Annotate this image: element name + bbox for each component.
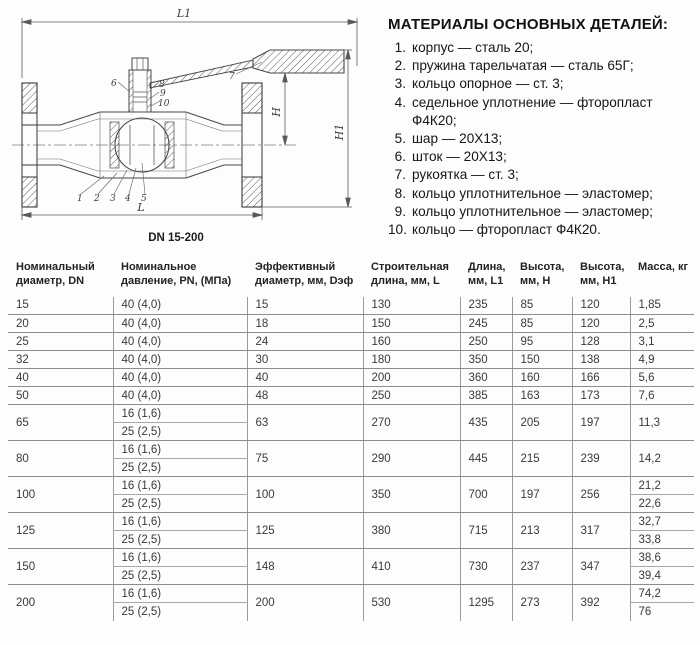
- table-cell: 25 (2,5): [113, 495, 247, 513]
- materials-item: [388, 203, 690, 221]
- table-cell: 22,6: [630, 495, 694, 513]
- table-cell: 200: [16, 596, 36, 609]
- dimension-h: [283, 73, 288, 145]
- table-cell: 380: [363, 513, 460, 549]
- table-cell: 125: [247, 513, 363, 549]
- table-cell: 138: [572, 351, 630, 369]
- materials-item-number: 7.: [394, 167, 406, 183]
- table-cell: 3,1: [630, 333, 694, 351]
- table-cell: 410: [363, 549, 460, 585]
- materials-item-text: кольцо уплотнительное — эластомер;: [412, 185, 653, 201]
- materials-item-text: рукоятка — ст. 3;: [412, 167, 519, 183]
- table-cell: 180: [363, 351, 460, 369]
- table-cell: 700: [460, 477, 512, 513]
- table-row: [8, 315, 694, 333]
- table-row: [8, 351, 694, 369]
- table-cell: 350: [363, 477, 460, 513]
- materials-item-text: кольцо — фторопласт Ф4К20.: [412, 222, 601, 238]
- table-header-cell: Строительная длина, мм, L: [371, 261, 449, 288]
- table-cell: 15: [247, 297, 363, 315]
- table-cell: 25: [8, 333, 113, 351]
- table-header-cell: Номинальное давление, PN, (МПа): [121, 261, 232, 288]
- drawing-caption: DN 15-200: [148, 232, 204, 244]
- materials-item-number: 10.: [388, 222, 407, 238]
- materials-item-text: кольцо уплотнительное — эластомер;: [412, 203, 653, 219]
- table-cell: 173: [572, 387, 630, 405]
- table-cell: 715: [460, 513, 512, 549]
- callout-7: 7: [229, 72, 235, 82]
- table-header-cell: Эффективный диаметр, мм, Dэф: [255, 261, 354, 288]
- dim-label-l1: L1: [176, 7, 192, 20]
- table-row: [8, 405, 694, 423]
- materials-item: [388, 130, 690, 148]
- table-cell: 20: [8, 315, 113, 333]
- table-cell: 1295: [460, 585, 512, 621]
- table-cell: 235: [460, 297, 512, 315]
- table-cell: 385: [460, 387, 512, 405]
- materials-item: [388, 148, 690, 166]
- materials-item-number: 4.: [394, 94, 406, 110]
- table-row: [8, 477, 694, 495]
- table-row: [8, 369, 694, 387]
- table-cell: 16 (1,6): [113, 549, 247, 567]
- table-cell: 1,85: [630, 297, 694, 315]
- table-cell: 270: [363, 405, 460, 441]
- materials-item-text: корпус — сталь 20;: [412, 40, 534, 55]
- callout-1: 1: [77, 194, 83, 204]
- table-cell: 32: [8, 351, 113, 369]
- table-cell: 160: [363, 333, 460, 351]
- table-cell: 16 (1,6): [113, 405, 247, 423]
- table-cell: 100: [247, 477, 363, 513]
- table-cell: 213: [512, 513, 572, 549]
- table-cell: 85: [512, 315, 572, 333]
- table-cell: 21,2: [630, 477, 694, 495]
- table-cell: 7,6: [630, 387, 694, 405]
- table-cell: 24: [247, 333, 363, 351]
- dim-label-h1: H1: [333, 123, 346, 141]
- spec-table-header-row: [8, 258, 694, 297]
- materials-item-number: 8.: [394, 185, 406, 201]
- table-header-cell: Высота, мм, Н: [520, 261, 565, 288]
- table-cell: 40 (4,0): [113, 315, 247, 333]
- spec-table-body: [8, 297, 694, 621]
- table-cell: 150: [512, 351, 572, 369]
- table-cell: 48: [247, 387, 363, 405]
- materials-item-text: седельное уплотнение — фторопласт Ф4К20;: [412, 94, 653, 128]
- table-cell: 65: [8, 405, 113, 441]
- callout-3: 3: [110, 194, 116, 204]
- materials-item: [388, 57, 690, 75]
- materials-item-number: 6.: [394, 149, 406, 165]
- dim-label-h: H: [270, 107, 283, 117]
- table-cell: 5,6: [630, 369, 694, 387]
- table-cell: 250: [460, 333, 512, 351]
- table-cell: 290: [363, 441, 460, 477]
- table-cell: 85: [512, 297, 572, 315]
- table-cell: 160: [512, 369, 572, 387]
- table-cell: 11,3: [630, 405, 694, 441]
- table-cell: 120: [572, 315, 630, 333]
- table-cell: 205: [512, 405, 572, 441]
- table-cell: 150: [8, 549, 113, 585]
- materials-item-text: шток — 20Х13;: [412, 149, 507, 165]
- table-cell: 25 (2,5): [113, 603, 247, 621]
- materials-item-text: шар — 20Х13;: [412, 131, 503, 147]
- materials-item: [388, 185, 690, 203]
- materials-item: [388, 166, 690, 184]
- table-cell: 40: [247, 369, 363, 387]
- materials-item: [388, 75, 690, 93]
- valve-drawing: [0, 0, 385, 255]
- table-cell: 16 (1,6): [113, 477, 247, 495]
- materials-item-number: 9.: [394, 203, 406, 219]
- materials-item-number: 5.: [394, 131, 406, 147]
- table-cell: 197: [572, 405, 630, 441]
- table-cell: 38,6: [630, 549, 694, 567]
- table-cell: 14,2: [630, 441, 694, 477]
- table-cell: 39,4: [630, 567, 694, 585]
- table-cell: 80: [8, 441, 113, 477]
- table-cell: 25 (2,5): [113, 531, 247, 549]
- table-cell: 128: [572, 333, 630, 351]
- table-cell: 392: [572, 585, 630, 621]
- table-cell: 25 (2,5): [113, 459, 247, 477]
- callout-8: 8: [159, 80, 165, 90]
- table-cell: 530: [363, 585, 460, 621]
- materials-item-number: 2.: [394, 58, 406, 74]
- table-cell: 25 (2,5): [113, 423, 247, 441]
- table-cell: 40 (4,0): [113, 297, 247, 315]
- table-cell: 166: [572, 369, 630, 387]
- table-row: [8, 387, 694, 405]
- materials-item: [388, 221, 690, 239]
- table-row: [8, 333, 694, 351]
- table-header-cell: Длина, мм, L1: [468, 261, 506, 288]
- materials-title: МАТЕРИАЛЫ ОСНОВНЫХ ДЕТАЛЕЙ:: [388, 16, 669, 33]
- materials-section: [388, 16, 690, 239]
- table-cell: 50: [8, 387, 113, 405]
- table-cell: 25 (2,5): [113, 567, 247, 585]
- table-row: [8, 585, 694, 603]
- materials-item-number: 3.: [394, 76, 406, 92]
- table-cell: 76: [630, 603, 694, 621]
- materials-item-text: пружина тарельчатая — сталь 65Г;: [412, 58, 634, 74]
- table-header-cell: Высота, мм, Н1: [580, 261, 625, 288]
- table-cell: 273: [512, 585, 572, 621]
- table-cell: 150: [363, 315, 460, 333]
- table-cell: 15: [8, 297, 113, 315]
- table-cell: 16 (1,6): [113, 513, 247, 531]
- table-cell: 40 (4,0): [113, 351, 247, 369]
- callout-4: 4: [125, 194, 131, 204]
- table-cell: 215: [512, 441, 572, 477]
- table-cell: 63: [247, 405, 363, 441]
- table-cell: 16 (1,6): [113, 441, 247, 459]
- callout-2: 2: [94, 194, 100, 204]
- ball-valve-section-drawing: [0, 0, 385, 255]
- materials-item-number: 1.: [394, 40, 406, 55]
- table-cell: 18: [247, 315, 363, 333]
- table-header-cell: Масса, кг: [638, 261, 689, 273]
- table-cell: 350: [460, 351, 512, 369]
- callout-10: 10: [158, 99, 170, 109]
- table-cell: 30: [247, 351, 363, 369]
- table-cell: 250: [363, 387, 460, 405]
- table-cell: 32,7: [630, 513, 694, 531]
- table-cell: 200: [363, 369, 460, 387]
- table-row: [8, 549, 694, 567]
- table-cell: 120: [572, 297, 630, 315]
- table-cell: 245: [460, 315, 512, 333]
- table-cell: 360: [460, 369, 512, 387]
- table-cell: 95: [512, 333, 572, 351]
- materials-list: [388, 39, 690, 239]
- table-cell: 40 (4,0): [113, 387, 247, 405]
- table-cell: 16 (1,6): [113, 585, 247, 603]
- table-cell: 445: [460, 441, 512, 477]
- table-cell: 256: [572, 477, 630, 513]
- table-cell: 74,2: [630, 585, 694, 603]
- callout-9: 9: [160, 89, 166, 99]
- materials-item-text: кольцо опорное — ст. 3;: [412, 76, 564, 92]
- table-cell: 317: [572, 513, 630, 549]
- table-cell: 40 (4,0): [113, 369, 247, 387]
- table-cell: 200: [247, 585, 363, 621]
- table-cell: 435: [460, 405, 512, 441]
- table-cell: 197: [512, 477, 572, 513]
- table-cell: 33,8: [630, 531, 694, 549]
- dim-label-l: L: [137, 201, 145, 214]
- table-header-cell: Номинальный диаметр, DN: [16, 261, 95, 288]
- table-cell: 163: [512, 387, 572, 405]
- table-cell: 4,9: [630, 351, 694, 369]
- table-cell: 237: [512, 549, 572, 585]
- spec-table: [8, 258, 694, 621]
- table-cell: 148: [247, 549, 363, 585]
- table-cell: 75: [247, 441, 363, 477]
- table-cell: 40: [8, 369, 113, 387]
- callout-6: 6: [111, 79, 117, 89]
- table-cell: 2,5: [630, 315, 694, 333]
- materials-item: [388, 39, 690, 57]
- table-cell: 730: [460, 549, 512, 585]
- table-cell: 130: [363, 297, 460, 315]
- table-cell: 125: [8, 513, 113, 549]
- table-row: [8, 513, 694, 531]
- stem-assembly: [129, 58, 151, 112]
- table-row: [8, 441, 694, 459]
- table-cell: 239: [572, 441, 630, 477]
- table-cell: 347: [572, 549, 630, 585]
- callout-5: 5: [141, 194, 147, 204]
- table-row: [8, 297, 694, 315]
- materials-item: [388, 94, 690, 130]
- table-cell: 40 (4,0): [113, 333, 247, 351]
- table-cell: 100: [8, 477, 113, 513]
